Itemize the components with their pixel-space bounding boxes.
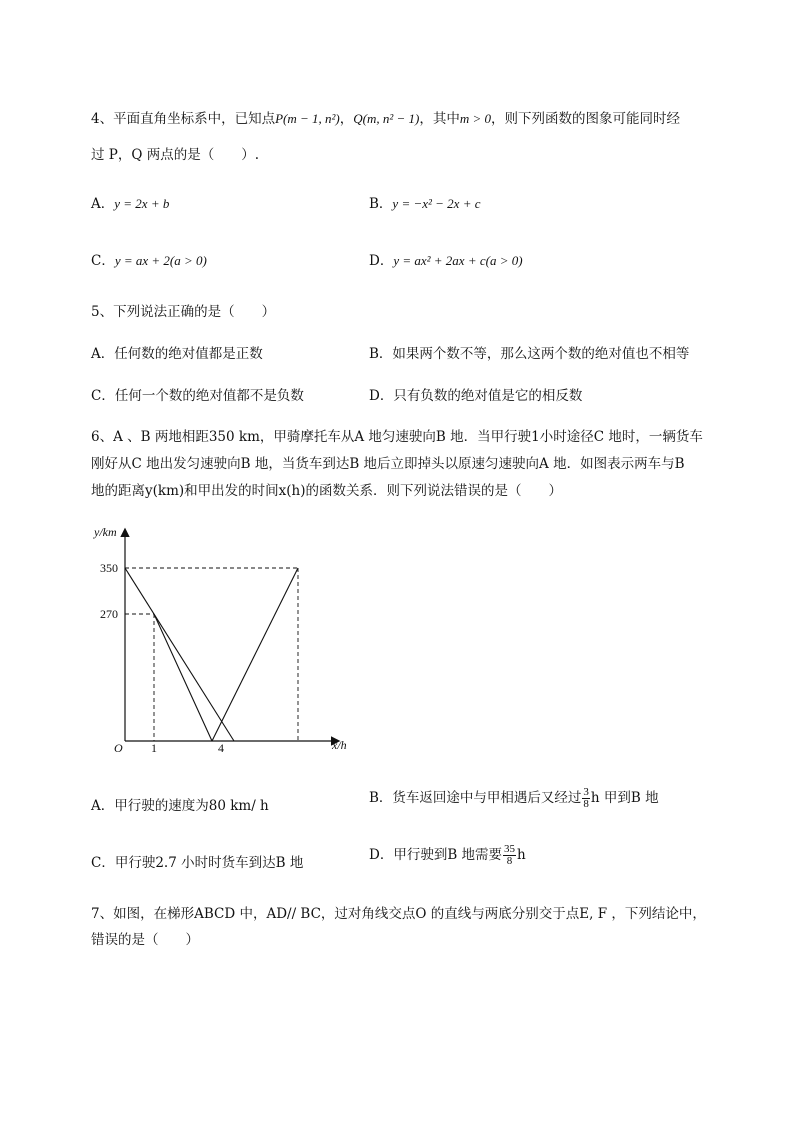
q4-text-b: ，其中 — [419, 111, 460, 127]
option-text: 只有负数的绝对值是它的相反数 — [393, 388, 583, 404]
q5-option-b — [369, 342, 689, 362]
tick-270: 270 — [100, 607, 118, 621]
option-label: B． — [369, 346, 393, 362]
tick-350: 350 — [100, 561, 118, 575]
tick-4: 4 — [218, 741, 224, 755]
option-text: y = 2x + b — [114, 196, 170, 211]
series-truck-out — [154, 614, 212, 741]
q6-option-b — [369, 786, 659, 810]
q4-option-a — [91, 192, 169, 212]
q4-sep: ， — [339, 111, 354, 127]
option-text: y = −x² − 2x + c — [392, 196, 481, 211]
series-motorbike — [125, 568, 234, 741]
tick-1: 1 — [151, 741, 157, 755]
option-text: 任何一个数的绝对值都不是负数 — [114, 388, 304, 404]
q6-stem-line3: 地的距离y(km)和甲出发的时间x(h)的函数关系．则下列说法错误的是（ ） — [91, 483, 562, 499]
series-truck-back — [212, 568, 298, 741]
option-text: y = ax + 2(a > 0) — [114, 253, 207, 268]
q4-point-p: P(m − 1, n²) — [275, 111, 340, 126]
option-text: y = ax² + 2ax + c(a > 0) — [393, 253, 523, 268]
fraction — [582, 787, 590, 810]
option-label: D． — [369, 847, 394, 863]
q4-option-b — [369, 192, 481, 212]
q6-graph — [90, 522, 370, 757]
q7-stem-line2: 错误的是（ ） — [91, 932, 199, 948]
q4-stem-line1 — [91, 107, 680, 127]
option-label: C． — [91, 253, 115, 269]
q4-option-c — [91, 249, 207, 269]
fraction — [503, 844, 516, 867]
option-label: A． — [91, 798, 115, 814]
q5-option-a — [91, 342, 263, 362]
q4-condition: m > 0 — [459, 111, 492, 126]
option-label: C． — [91, 855, 115, 871]
q6-stem-line1: 6、A 、B 两地相距350 km，甲骑摩托车从A 地匀速驶向B 地．当甲行驶1小时途径C 地时，一辆货车 — [91, 429, 703, 445]
q4-text-a: 4、平面直角坐标系中，已知点 — [91, 111, 276, 127]
q4-option-d — [369, 249, 523, 269]
q6-option-a — [91, 794, 269, 814]
fraction-denominator: 8 — [506, 855, 513, 867]
q4-stem-line2: 过 P，Q 两点的是（ ）. — [91, 147, 260, 163]
option-label: D． — [369, 253, 394, 269]
q5-option-d — [369, 384, 582, 404]
option-text: 甲行驶的速度为80 km/ h — [114, 798, 269, 814]
option-text: 任何数的绝对值都是正数 — [114, 346, 263, 362]
option-text: 甲行驶2.7 小时时货车到达B 地 — [114, 855, 304, 871]
option-label: B． — [369, 196, 393, 212]
origin-label: O — [114, 741, 123, 755]
q4-text-c: ，则下列函数的图象可能同时经 — [491, 111, 681, 127]
option-label: A． — [91, 196, 115, 212]
option-text: 如果两个数不等，那么这两个数的绝对值也不相等 — [392, 346, 690, 362]
option-text-pre: 甲行驶到B 地需要 — [393, 847, 503, 863]
q4-point-q: Q(m, n² − 1) — [353, 111, 420, 126]
q6-option-d — [369, 843, 526, 867]
fraction-denominator: 8 — [583, 798, 589, 810]
q5-stem: 5、下列说法正确的是（ ） — [91, 304, 276, 320]
q5-option-c — [91, 384, 304, 404]
option-label: C． — [91, 388, 115, 404]
y-axis-label: y/km — [94, 525, 117, 539]
q6-stem-line2: 刚好从C 地出发匀速驶向B 地，当货车到达B 地后立即掉头以原速匀速驶向A 地．如图表示两车与B — [91, 456, 685, 472]
x-axis-label: x/h — [332, 738, 347, 752]
option-label: D． — [369, 388, 394, 404]
option-text-post: h — [517, 847, 526, 863]
option-text-post: h 甲到B 地 — [590, 790, 659, 806]
fraction-numerator: 35 — [504, 843, 516, 855]
option-text-pre: 货车返回途中与甲相遇后又经过 — [392, 790, 582, 806]
q7-stem-line1: 7、如图，在梯形ABCD 中，AD// BC，过对角线交点O 的直线与两底分别交于点E, F ，下列结论中， — [91, 906, 706, 922]
option-label: A． — [91, 346, 115, 362]
fraction-numerator: 3 — [583, 786, 589, 798]
option-label: B． — [369, 790, 393, 806]
q6-option-c — [91, 851, 303, 871]
